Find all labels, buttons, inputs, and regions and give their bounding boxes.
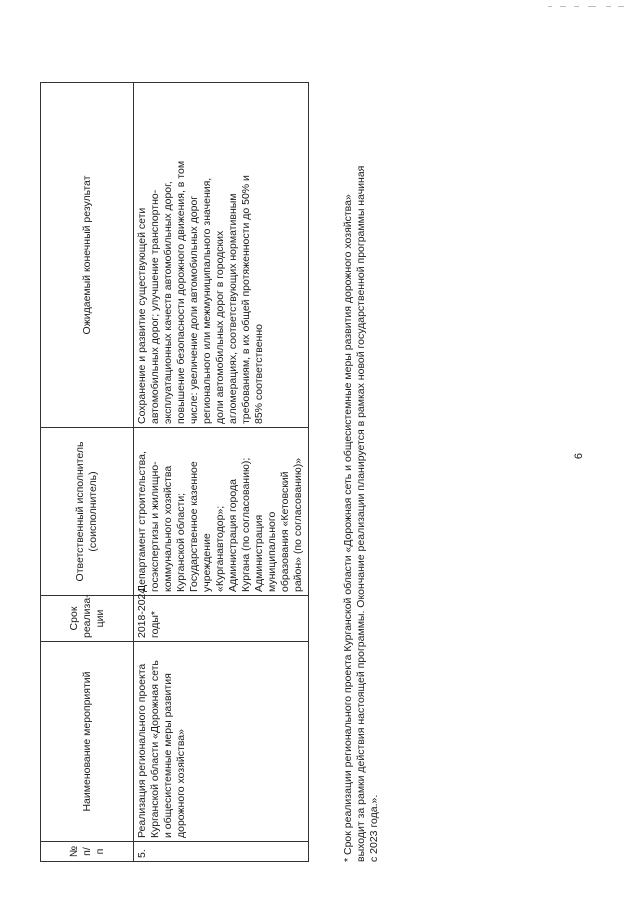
cell-result xyxy=(134,83,309,428)
cell-responsible-line: «Курганавтодор»; xyxy=(214,505,226,592)
cell-num: 5. xyxy=(134,842,309,862)
cell-result-line: повышение безопасности дорожного движения, в том xyxy=(175,160,187,424)
header-term: Срок реализа-ции xyxy=(41,596,134,642)
cell-term-line: 2018-2024 xyxy=(136,587,148,638)
cell-responsible-line: Курганской области; xyxy=(175,492,187,592)
cell-result-line: Сохранение и развитие существующей сети xyxy=(136,207,148,424)
cell-result-line: доли автомобильных дорог в городских xyxy=(214,230,226,424)
cell-result-line: агломерациях, соответствующих нормативным xyxy=(227,193,239,424)
header-responsible: Ответственный исполнитель (соисполнитель) xyxy=(41,428,134,596)
cell-name-line: дорожного хозяйства» xyxy=(175,729,187,838)
table-header-row xyxy=(41,83,134,862)
cell-result-line: требованиям, в их общей протяженности до 50% и xyxy=(240,175,252,424)
cell-term xyxy=(134,587,309,642)
cell-name xyxy=(134,642,309,842)
scan-specks xyxy=(548,6,628,10)
footnote-line: * Срок реализации регионального проекта Курганской области «Дорожная сеть и общесистемные меры развития дорожного хозяйства» xyxy=(342,194,354,862)
cell-responsible-line: образования «Кетовский xyxy=(279,471,291,592)
table-row xyxy=(134,83,309,862)
cell-result-line: числе: увеличение доли автомобильных дорог xyxy=(188,195,200,424)
cell-result-line: 85% соответственно xyxy=(253,324,265,424)
cell-responsible-line: Кургана (по согласованию); xyxy=(240,457,252,592)
rotated-page-content xyxy=(40,42,600,862)
cell-responsible-line: коммунального хозяйства xyxy=(162,465,174,592)
cell-responsible-line: Администрация города xyxy=(227,479,239,592)
footnote-line: с 2023 года.». xyxy=(368,794,380,862)
cell-result-line: эксплуатационных качеств автомобильных дорог, xyxy=(162,181,174,424)
cell-name-line: и общесистемные меры развития xyxy=(162,673,174,838)
header-result: Ожидаемый конечный результат xyxy=(41,83,134,428)
cell-term-line: годы* xyxy=(149,611,161,638)
cell-name-line: Курганской области «Дорожная сеть xyxy=(149,660,161,838)
cell-result-line: автомобильных дорог; улучшение транспортно- xyxy=(149,189,161,424)
cell-responsible-line: Администрация xyxy=(253,514,265,592)
cell-responsible xyxy=(134,428,309,596)
cell-responsible-line: Департамент строительства, xyxy=(136,451,148,592)
program-table xyxy=(40,82,309,862)
cell-responsible-line: муниципального xyxy=(266,511,278,592)
cell-result-line: регионального или межмуниципального значения, xyxy=(201,177,213,424)
header-name: Наименование мероприятий xyxy=(41,642,134,842)
cell-name-line: Реализация регионального проекта xyxy=(136,663,148,838)
page-number: 6 xyxy=(573,452,586,460)
cell-responsible-line: Государственное казенное xyxy=(188,461,200,592)
footnote-line: выходит за рамки действия настоящей программы. Окончание реализации планируется в рамках новой государственной программы начиная xyxy=(355,165,367,862)
cell-responsible-line: район» (по согласованию)» xyxy=(292,457,304,592)
footnote xyxy=(342,82,381,862)
header-num: № п/п xyxy=(41,842,134,862)
cell-responsible-line: учреждение xyxy=(201,533,213,592)
cell-responsible-line: госэкспертизы и жилищно- xyxy=(149,461,161,592)
